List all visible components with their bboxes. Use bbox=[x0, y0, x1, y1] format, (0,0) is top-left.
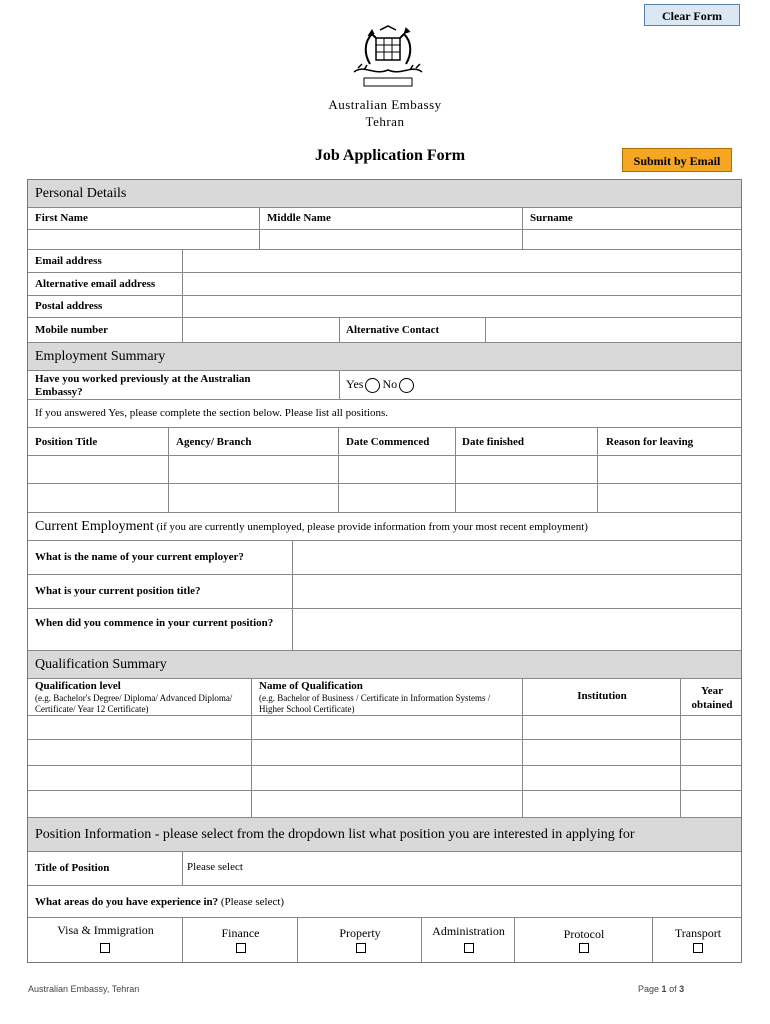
agency-field[interactable] bbox=[169, 484, 339, 512]
application-form bbox=[27, 179, 742, 963]
qualification-name-label: Name of Qualification bbox=[259, 680, 363, 692]
position-title-field[interactable] bbox=[28, 456, 169, 483]
page-title: Job Application Form bbox=[314, 147, 466, 164]
qualification-name-example: (e.g. Bachelor of Business / Certificate in Information Systems / Higher School Certificate) bbox=[259, 693, 491, 714]
table-row bbox=[28, 791, 741, 818]
clear-form-button[interactable]: Clear Form bbox=[644, 4, 740, 26]
page-prefix: Page bbox=[638, 984, 660, 994]
qual-name-field[interactable] bbox=[252, 791, 523, 817]
reason-field[interactable] bbox=[598, 456, 741, 483]
section-employment-summary bbox=[28, 343, 741, 371]
institution-label: Institution bbox=[577, 690, 627, 702]
institution-field[interactable] bbox=[523, 791, 681, 817]
agency-field[interactable] bbox=[169, 456, 339, 483]
qual-name-field[interactable] bbox=[252, 740, 523, 765]
section-title: Qualification Summary bbox=[35, 657, 167, 672]
area-administration-label: Administration bbox=[432, 924, 505, 938]
total-pages: 3 bbox=[679, 984, 685, 994]
middle-name-label: Middle Name bbox=[267, 212, 331, 224]
year-field[interactable] bbox=[681, 740, 741, 765]
commence-question: When did you commence in your current position? bbox=[35, 617, 274, 629]
col-reason-leaving: Reason for leaving bbox=[606, 436, 694, 448]
col-position-title: Position Title bbox=[35, 436, 98, 448]
postal-label: Postal address bbox=[35, 300, 103, 312]
section-position-information bbox=[28, 818, 741, 852]
qual-level-field[interactable] bbox=[28, 716, 252, 739]
area-visa-label: Visa & Immigration bbox=[57, 923, 154, 937]
year-obtained-label: Year obtained bbox=[691, 685, 733, 711]
alt-contact-label: Alternative Contact bbox=[346, 324, 440, 336]
position-title-question: What is your current position title? bbox=[35, 585, 201, 597]
embassy-city: Tehran bbox=[365, 114, 405, 129]
submit-by-email-button[interactable]: Submit by Email bbox=[622, 148, 732, 172]
current-title-field[interactable] bbox=[293, 575, 741, 608]
area-finance-label: Finance bbox=[221, 926, 260, 940]
qualification-level-label: Qualification level bbox=[35, 680, 121, 692]
worked-previously-question: Have you worked previously at the Australian Embassy? bbox=[35, 373, 251, 398]
employer-question: What is the name of your current employer? bbox=[35, 551, 244, 563]
col-agency-branch: Agency/ Branch bbox=[176, 436, 252, 448]
embassy-name: Australian Embassy bbox=[328, 97, 442, 112]
yes-label: Yes bbox=[346, 377, 364, 391]
date-commenced-field[interactable] bbox=[339, 456, 456, 483]
alt-email-field[interactable] bbox=[183, 273, 741, 295]
section-title: Personal Details bbox=[35, 186, 127, 201]
commence-field[interactable] bbox=[293, 609, 741, 650]
current-page: 1 bbox=[661, 984, 667, 994]
areas-hint: (Please select) bbox=[220, 896, 285, 908]
surname-field[interactable] bbox=[523, 230, 743, 249]
date-commenced-field[interactable] bbox=[339, 484, 456, 512]
yes-radio[interactable] bbox=[365, 378, 380, 393]
page-of: of bbox=[669, 984, 677, 994]
first-name-label: First Name bbox=[35, 212, 88, 224]
qualification-level-example: (e.g. Bachelor's Degree/ Diploma/ Advanced Diploma/ Certificate/ Year 12 Certificate) bbox=[35, 693, 233, 714]
postal-field[interactable] bbox=[183, 296, 741, 317]
year-field[interactable] bbox=[681, 791, 741, 817]
qual-name-field[interactable] bbox=[252, 766, 523, 790]
date-finished-field[interactable] bbox=[456, 484, 598, 512]
areas-question: What areas do you have experience in? bbox=[35, 896, 219, 908]
institution-field[interactable] bbox=[523, 740, 681, 765]
area-administration-checkbox[interactable] bbox=[464, 943, 474, 953]
table-row bbox=[28, 716, 741, 740]
date-finished-field[interactable] bbox=[456, 456, 598, 483]
employer-field[interactable] bbox=[293, 541, 741, 574]
area-property-checkbox[interactable] bbox=[356, 943, 366, 953]
col-date-finished: Date finished bbox=[462, 436, 525, 448]
qual-level-field[interactable] bbox=[28, 740, 252, 765]
institution-field[interactable] bbox=[523, 716, 681, 739]
position-title-field[interactable] bbox=[28, 484, 169, 512]
current-employment-note: (if you are currently unemployed, please provide information from your most recent employment) bbox=[156, 521, 588, 533]
year-field[interactable] bbox=[681, 766, 741, 790]
email-label: Email address bbox=[35, 255, 102, 267]
section-title: Position Information - please select from the dropdown list what position you are interested in applying for bbox=[35, 827, 635, 842]
area-visa-checkbox[interactable] bbox=[100, 943, 110, 953]
reason-field[interactable] bbox=[598, 484, 741, 512]
surname-label: Surname bbox=[530, 212, 573, 224]
area-property-label: Property bbox=[339, 926, 381, 940]
mobile-label: Mobile number bbox=[35, 324, 109, 336]
col-date-commenced: Date Commenced bbox=[346, 436, 430, 448]
table-row bbox=[28, 484, 741, 513]
alt-contact-field[interactable] bbox=[486, 318, 741, 342]
table-row bbox=[28, 740, 741, 766]
first-name-field[interactable] bbox=[28, 230, 260, 249]
section-title: Employment Summary bbox=[35, 349, 166, 364]
alt-email-label: Alternative email address bbox=[35, 278, 156, 290]
table-row bbox=[28, 456, 741, 484]
section-personal-details bbox=[28, 180, 741, 208]
area-finance-checkbox[interactable] bbox=[236, 943, 246, 953]
area-protocol-checkbox[interactable] bbox=[579, 943, 589, 953]
table-row bbox=[28, 766, 741, 791]
email-field[interactable] bbox=[183, 250, 741, 272]
year-field[interactable] bbox=[681, 716, 741, 739]
position-title-label: Title of Position bbox=[35, 862, 110, 874]
institution-field[interactable] bbox=[523, 766, 681, 790]
qual-name-field[interactable] bbox=[252, 716, 523, 739]
qual-level-field[interactable] bbox=[28, 766, 252, 790]
area-transport-label: Transport bbox=[674, 926, 722, 940]
area-transport-checkbox[interactable] bbox=[693, 943, 703, 953]
footer-left: Australian Embassy, Tehran bbox=[28, 984, 140, 994]
section-current-employment: Current Employment bbox=[35, 519, 154, 534]
area-protocol-label: Protocol bbox=[563, 927, 605, 941]
section-qualification-summary bbox=[28, 651, 741, 679]
qual-level-field[interactable] bbox=[28, 791, 252, 817]
page-number bbox=[638, 984, 684, 994]
position-dropdown[interactable] bbox=[183, 852, 741, 885]
instruction-text: If you answered Yes, please complete the section below. Please list all positions. bbox=[35, 407, 389, 419]
position-dropdown-value: Please select bbox=[187, 861, 243, 873]
mobile-field[interactable] bbox=[183, 318, 340, 342]
middle-name-field[interactable] bbox=[260, 230, 523, 249]
no-label: No bbox=[382, 377, 398, 391]
no-radio[interactable] bbox=[399, 378, 414, 393]
coat-of-arms-icon bbox=[350, 24, 426, 90]
